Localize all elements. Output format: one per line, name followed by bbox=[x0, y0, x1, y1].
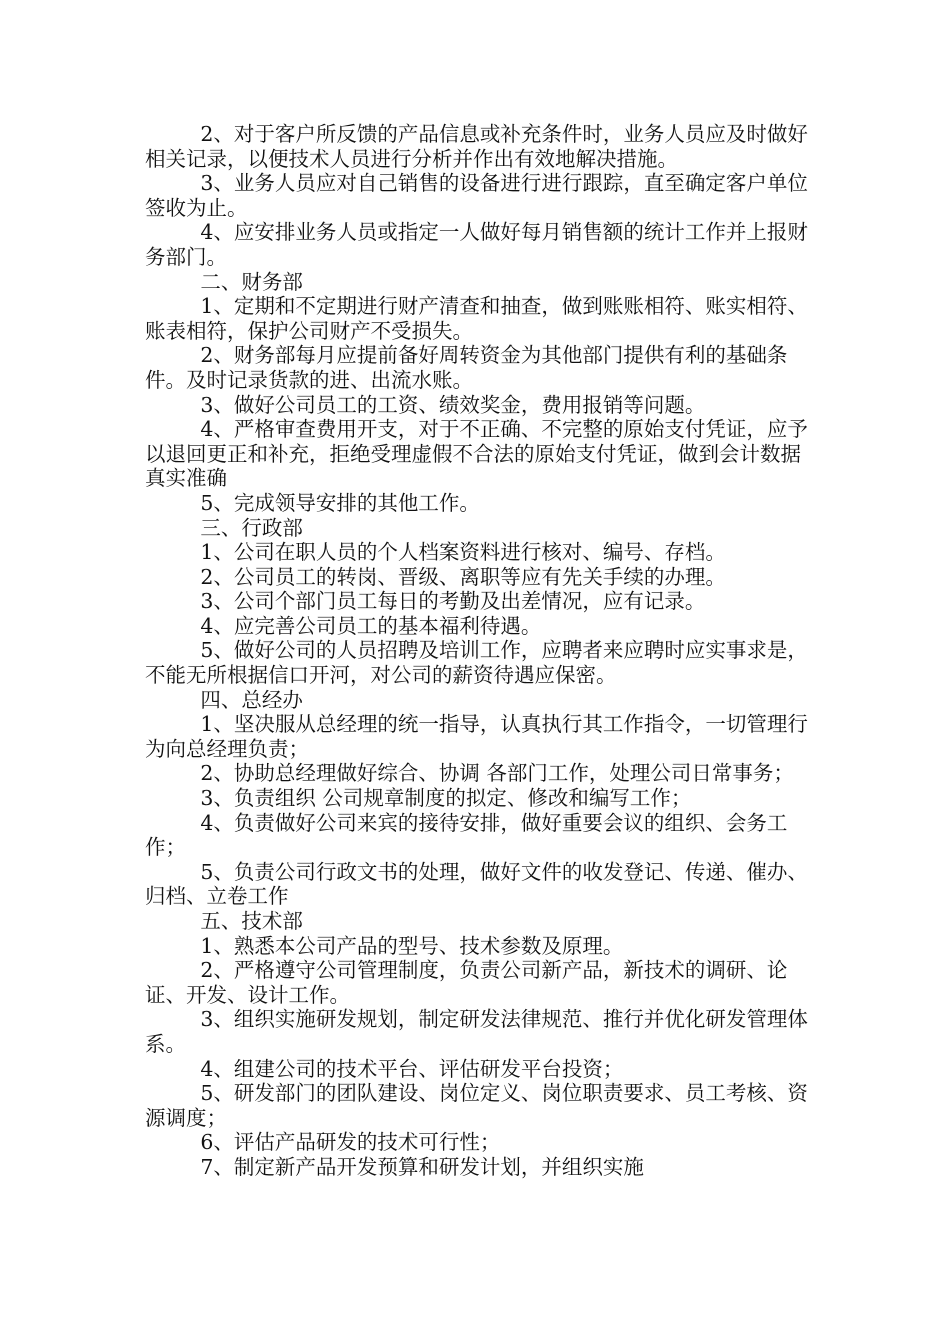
paragraph-tech-4: 4、组建公司的技术平台、评估研发平台投资； bbox=[200, 1056, 624, 1081]
section-heading-admin: 三、行政部 bbox=[200, 515, 303, 540]
paragraph-finance-2: 2、财务部每月应提前备好周转资金为其他部门提供有利的基础条件。及时记录货款的进、出流水账。 bbox=[145, 343, 788, 392]
paragraph-gm-office-5: 5、负责公司行政文书的处理，做好文件的收发登记、传递、催办、归档、立卷工作 bbox=[145, 859, 808, 909]
paragraph-gm-office-2: 2、协助总经理做好综合、协调 各部门工作，处理公司日常事务； bbox=[200, 761, 794, 786]
section-heading-finance: 二、财务部 bbox=[200, 269, 303, 294]
paragraph-tech-1: 1、熟悉本公司产品的型号、技术参数及原理。 bbox=[200, 933, 624, 958]
paragraph-sales-2: 2、对于客户所反馈的产品信息或补充条件时，业务人员应及时做好相关记录，以便技术人员进行分析并作出有效地解决措施。 bbox=[145, 122, 808, 171]
paragraph-gm-office-3: 3、负责组织 公司规章制度的拟定、修改和编写工作； bbox=[200, 786, 692, 811]
paragraph-finance-3: 3、做好公司员工的工资、绩效奖金，费用报销等问题。 bbox=[200, 392, 706, 417]
paragraph-finance-5: 5、完成领导安排的其他工作。 bbox=[200, 490, 480, 515]
paragraph-admin-3: 3、公司个部门员工每日的考勤及出差情况，应有记录。 bbox=[200, 589, 706, 614]
paragraph-tech-2: 2、严格遵守公司管理制度，负责公司新产品，新技术的调研、论证、开发、设计工作。 bbox=[145, 958, 788, 1007]
section-heading-gm-office: 四、总经办 bbox=[200, 687, 303, 712]
section-heading-tech: 五、技术部 bbox=[200, 909, 303, 933]
paragraph-gm-office-4: 4、负责做好公司来宾的接待安排，做好重要会议的组织、会务工作； bbox=[145, 810, 788, 860]
paragraph-finance-1: 1、定期和不定期进行财产清查和抽查，做到账账相符、账实相符、账表相符，保护公司财产不受损失。 bbox=[145, 294, 808, 343]
document-body bbox=[145, 122, 815, 1180]
paragraph-tech-7: 7、制定新产品开发预算和研发计划，并组织实施 bbox=[200, 1154, 644, 1179]
paragraph-admin-1: 1、公司在职人员的个人档案资料进行核对、编号、存档。 bbox=[200, 540, 726, 565]
paragraph-tech-6: 6、评估产品研发的技术可行性； bbox=[200, 1130, 501, 1155]
paragraph-gm-office-1: 1、坚决服从总经理的统一指导，认真执行其工作指令，一切管理行为向总经理负责； bbox=[145, 712, 808, 761]
paragraph-finance-4: 4、严格审查费用开支，对于不正确、不完整的原始支付凭证，应予以退回更正和补充，拒绝受理虚假不合法的原始支付凭证，做到会计数据真实准确 bbox=[145, 417, 808, 491]
paragraph-tech-3: 3、组织实施研发规划，制定研发法律规范、推行并优化研发管理体系。 bbox=[145, 1007, 808, 1056]
paragraph-sales-3: 3、业务人员应对自己销售的设备进行进行跟踪，直至确定客户单位签收为止。 bbox=[145, 171, 808, 220]
paragraph-tech-5: 5、研发部门的团队建设、岗位定义、岗位职责要求、员工考核、资源调度； bbox=[145, 1081, 808, 1130]
paragraph-admin-2: 2、公司员工的转岗、晋级、离职等应有先关手续的办理。 bbox=[200, 564, 726, 589]
paragraph-admin-5: 5、做好公司的人员招聘及培训工作，应聘者来应聘时应实事求是，不能无所根据信口开河，对公司的薪资待遇应保密。 bbox=[145, 638, 808, 688]
paragraph-sales-4: 4、应安排业务人员或指定一人做好每月销售额的统计工作并上报财务部门。 bbox=[145, 220, 808, 269]
paragraph-admin-4: 4、应完善公司员工的基本福利待遇。 bbox=[200, 613, 542, 638]
